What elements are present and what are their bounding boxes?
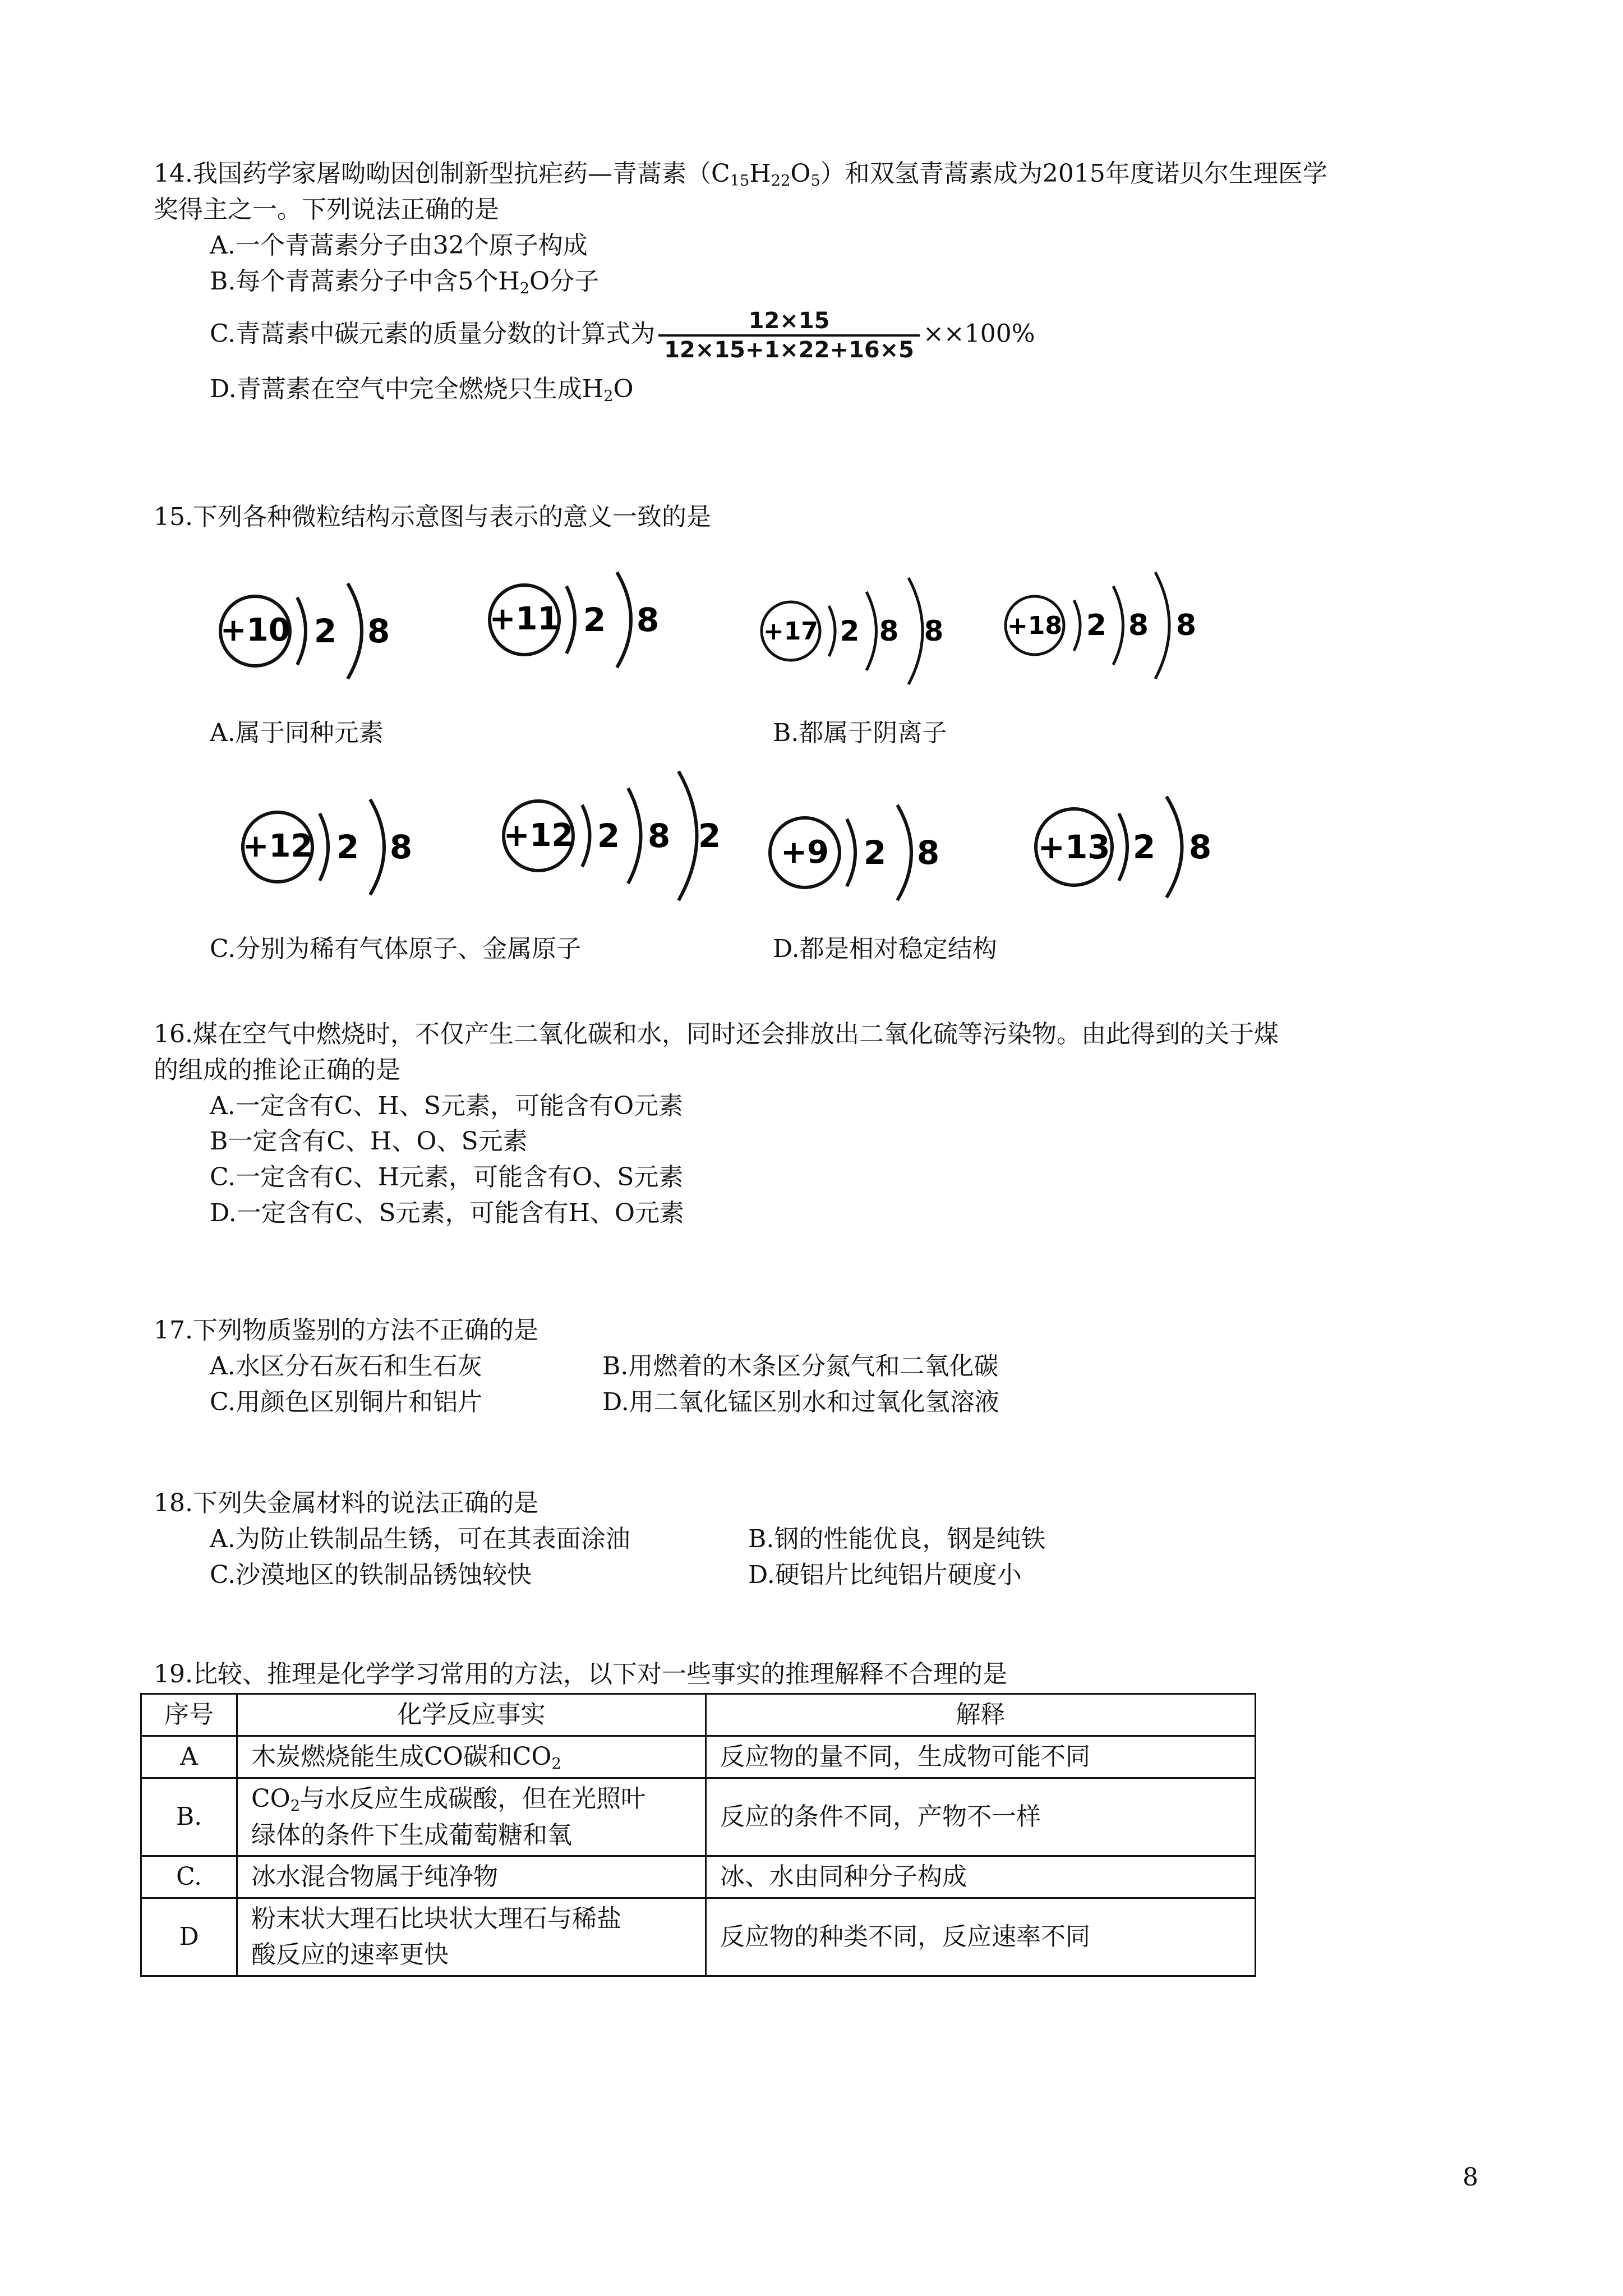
nucleus-charge: +9 [781, 834, 829, 871]
option-text: ××100% [923, 319, 1035, 348]
nucleus-charge: +18 [1007, 611, 1063, 640]
option-text: B.每个青蒿素分子中含5个H [210, 266, 520, 296]
question-18-stem: 18.下列失金属材料的说法正确的是 [154, 1489, 538, 1517]
table-header-row [141, 1694, 1256, 1736]
atom-diagram [993, 561, 1217, 700]
fact-text: CO [251, 1784, 291, 1814]
option-b [154, 264, 1488, 300]
atom-diagram [230, 783, 432, 922]
stem-text: ）和双氢青蒿素成为2015年度诺贝尔生理医学 [820, 159, 1327, 188]
nucleus-charge: +11 [489, 601, 560, 637]
electron-shell [320, 813, 328, 881]
subscript: 2 [290, 1797, 301, 1815]
shell-electrons: 2 [583, 601, 606, 639]
question-17-stem: 17.下列物质鉴别的方法不正确的是 [154, 1316, 538, 1345]
shell-electrons: 8 [647, 817, 671, 855]
fact-text: 酸反应的速率更快 [251, 1940, 449, 1969]
option-c: C.一定含有C、H元素，可能含有O、S元素 [210, 1163, 684, 1192]
subscript: 22 [771, 172, 791, 190]
question-19-stem: 19.比较、推理是化学学习常用的方法，以下对一些事实的推理解释不合理的是 [154, 1660, 1007, 1688]
table-row [141, 1736, 1256, 1778]
shell-electrons: 8 [916, 834, 940, 872]
option-c: C.沙漠地区的铁制品锈蚀较快 [210, 1560, 532, 1589]
question-14-stem [154, 156, 1488, 192]
shell-electrons: 2 [698, 817, 721, 855]
electron-shell [847, 819, 855, 886]
atom-diagram [751, 567, 970, 706]
caption-b: B.都属于阴离子 [773, 719, 947, 747]
electron-shell [566, 586, 575, 654]
atom-structure [751, 567, 970, 696]
row-explanation: 冰、水由同种分子构成 [706, 1856, 1256, 1898]
electron-shell [1166, 797, 1182, 898]
option-d: D.硬铝片比纯铝片硬度小 [748, 1560, 1022, 1589]
option-text: O [613, 375, 634, 404]
subscript: 2 [519, 279, 530, 297]
option-b: B.用燃着的木条区分氮气和二氧化碳 [602, 1351, 999, 1381]
shell-electrons: 2 [336, 828, 359, 866]
electron-shell [1155, 572, 1169, 679]
option-b: B一定含有C、H、O、S元素 [210, 1127, 528, 1156]
shell-electrons: 8 [1188, 828, 1212, 866]
subscript: 2 [603, 388, 614, 406]
options-row [154, 1521, 1488, 1557]
shell-electrons: 2 [597, 817, 620, 855]
electron-shell [829, 606, 835, 656]
atom-structure [1021, 780, 1234, 914]
electron-shell [628, 788, 641, 884]
page-number: 8 [1463, 2163, 1478, 2192]
electron-shell [617, 572, 631, 668]
electron-shell [582, 805, 590, 867]
nucleus-charge: +12 [503, 817, 574, 854]
question-16 [154, 1016, 1488, 1231]
caption-d: D.都是相对稳定结构 [773, 935, 997, 963]
options-row [154, 1557, 1488, 1593]
atom-structure [757, 783, 959, 917]
electron-shell [370, 799, 384, 895]
fraction [658, 307, 920, 364]
shell-electrons: 2 [840, 615, 860, 647]
stem-text: 14.我国药学家屠呦呦因创制新型抗疟药—青蒿素（C [154, 159, 730, 188]
options-row [154, 1384, 1488, 1420]
fact-text: 绿体的条件下生成葡萄糖和氧 [251, 1820, 572, 1849]
nucleus-charge: +10 [220, 612, 291, 648]
fraction-numerator: 12×15 [658, 307, 920, 337]
atom-structure [477, 555, 679, 684]
caption-a: A.属于同种元素 [210, 719, 384, 747]
header-fact: 化学反应事实 [237, 1694, 706, 1736]
option-c: C.用颜色区别铜片和铝片 [210, 1387, 483, 1416]
shell-electrons: 8 [367, 612, 390, 650]
header-index: 序号 [141, 1694, 237, 1736]
fact-text: 与水反应生成碳酸，但在光照叶 [300, 1784, 646, 1814]
table-row [141, 1778, 1256, 1856]
nucleus-charge: +12 [242, 828, 313, 864]
option-a: A.水区分石灰石和生石灰 [210, 1351, 482, 1381]
question-14 [154, 156, 1488, 408]
electron-shell [1074, 600, 1080, 651]
question-15 [154, 499, 1488, 535]
atom-diagram [1021, 780, 1234, 924]
row-fact [237, 1736, 706, 1778]
electron-shell [679, 771, 697, 900]
row-fact [237, 1898, 706, 1976]
question-16-stem-line2: 的组成的推论正确的是 [154, 1055, 400, 1084]
electron-shell [348, 583, 362, 679]
stem-text: O [790, 159, 811, 188]
row-key: D [141, 1898, 237, 1976]
subscript: 2 [551, 1755, 561, 1773]
electron-shell [897, 805, 911, 900]
row-explanation: 反应的条件不同，产物不一样 [706, 1778, 1256, 1856]
stem-text: H [749, 159, 771, 188]
option-c [154, 307, 1488, 364]
atom-diagram [477, 555, 679, 694]
option-text: C.青蒿素中碳元素的质量分数的计算式为 [210, 319, 656, 348]
table-row [141, 1856, 1256, 1898]
row-key: C. [141, 1856, 237, 1898]
shell-electrons: 2 [1132, 828, 1156, 866]
question-16-stem: 16.煤在空气中燃烧时，不仅产生二氧化碳和水，同时还会排放出二氧化硫等污染物。由此得到的关于煤 [154, 1020, 1279, 1048]
shell-electrons: 2 [863, 834, 887, 872]
option-text: O分子 [529, 266, 600, 296]
row-fact [237, 1778, 706, 1856]
atom-structure [494, 763, 740, 909]
shell-electrons: 8 [1128, 609, 1149, 642]
atom-diagram [757, 783, 959, 927]
atom-structure [993, 561, 1217, 690]
question-18 [154, 1485, 1488, 1593]
header-explanation: 解释 [706, 1694, 1256, 1736]
question-19 [154, 1657, 1488, 1692]
subscript: 5 [810, 172, 820, 190]
option-a: A.一定含有C、H、S元素，可能含有O元素 [210, 1091, 684, 1120]
electron-shell [1119, 813, 1127, 881]
option-d: D.一定含有C、S元素，可能含有H、O元素 [210, 1198, 684, 1227]
option-d: D.用二氧化锰区别水和过氧化氢溶液 [602, 1387, 999, 1416]
row-explanation: 反应物的种类不同，反应速率不同 [706, 1898, 1256, 1976]
caption-c: C.分别为稀有气体原子、金属原子 [210, 935, 582, 963]
row-explanation: 反应物的量不同，生成物可能不同 [706, 1736, 1256, 1778]
option-a: A.一个青蒿素分子由32个原子构成 [210, 231, 588, 260]
shell-electrons: 8 [924, 615, 944, 647]
shell-electrons: 8 [389, 828, 413, 866]
reasoning-table [140, 1693, 1256, 1977]
atom-structure [230, 783, 432, 912]
electron-shell [297, 597, 306, 665]
shell-electrons: 8 [636, 601, 660, 639]
electron-shell [866, 592, 877, 670]
atom-diagram [494, 763, 740, 919]
fact-text: 粉末状大理石比块状大理石与稀盐 [251, 1904, 621, 1934]
nucleus-charge: +13 [1038, 828, 1110, 866]
fact-text: 木炭燃烧能生成CO碳和CO [251, 1742, 552, 1771]
shell-electrons: 8 [1175, 609, 1197, 642]
question-15-stem: 15.下列各种微粒结构示意图与表示的意义一致的是 [154, 503, 711, 531]
row-key: B. [141, 1778, 237, 1856]
options-row [154, 1349, 1488, 1384]
row-key: A [141, 1736, 237, 1778]
option-d [154, 371, 1488, 407]
row-fact: 冰水混合物属于纯净物 [237, 1856, 706, 1898]
option-a: A.为防止铁制品生锈，可在其表面涂油 [210, 1524, 630, 1553]
option-text: D.青蒿素在空气中完全燃烧只生成H [210, 375, 604, 404]
electron-shell [909, 578, 923, 684]
shell-electrons: 2 [1086, 609, 1107, 642]
electron-shell [1113, 586, 1123, 665]
nucleus-charge: +17 [763, 617, 819, 646]
question-14-stem-line2: 奖得主之一。下列说法正确的是 [154, 195, 499, 224]
atom-structure [208, 567, 409, 696]
atom-diagram [208, 567, 409, 706]
shell-electrons: 2 [313, 612, 337, 650]
subscript: 15 [730, 172, 750, 190]
shell-electrons: 8 [879, 615, 899, 647]
fraction-denominator: 12×15+1×22+16×5 [664, 337, 914, 364]
question-17 [154, 1313, 1488, 1420]
table-row [141, 1898, 1256, 1976]
option-b: B.钢的性能优良，钢是纯铁 [748, 1524, 1046, 1553]
